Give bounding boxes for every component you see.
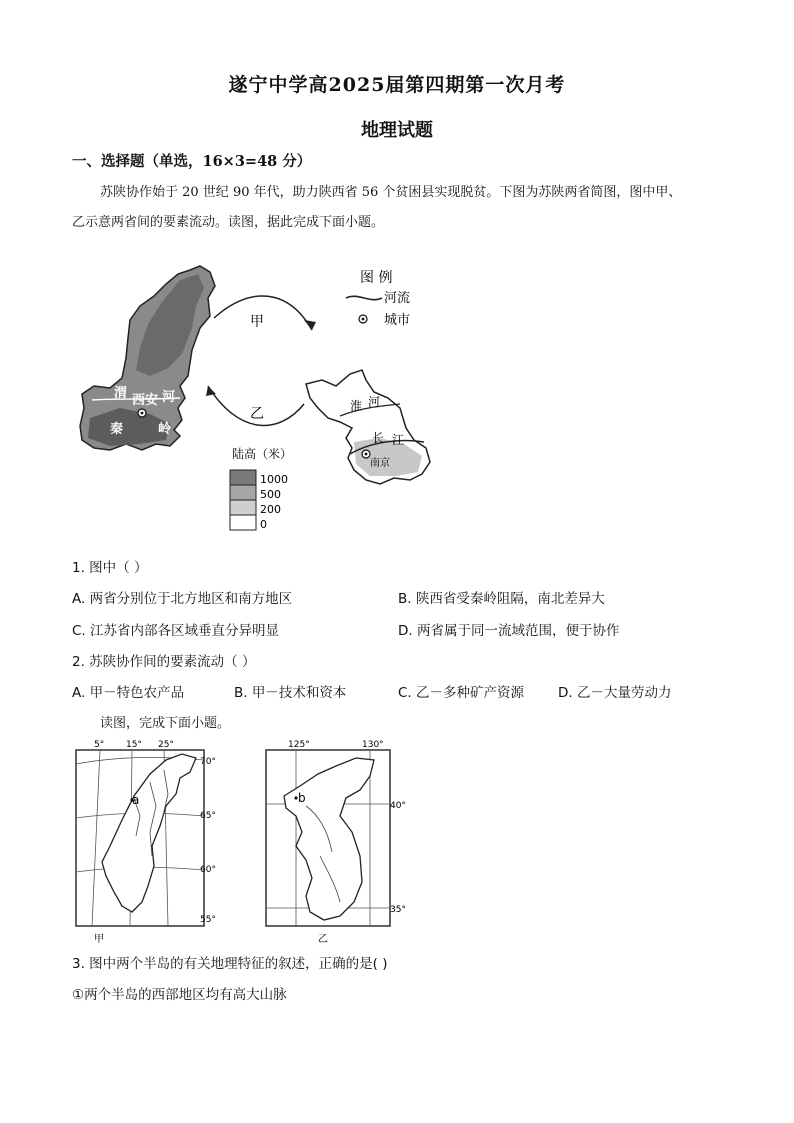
label-wei: 渭 [114, 386, 128, 401]
label-he: 河 [162, 390, 176, 405]
label-chang: 长 [372, 431, 385, 445]
question-1-option-b: B. 陕西省受秦岭阻隔，南北差异大 [398, 591, 605, 607]
elevation-box [230, 485, 256, 500]
point-b-label: b [298, 791, 306, 805]
map-jia-tick-15: 15° [126, 740, 142, 750]
legend-city-label: 城市 [384, 313, 411, 328]
map-yi-tick-40: 40° [390, 801, 406, 811]
map-jia-tick-5: 5° [94, 740, 105, 750]
elevation-box [230, 515, 256, 530]
legend-river-symbol [346, 296, 382, 299]
elevation-box [230, 470, 256, 485]
question-1-option-d: D. 两省属于同一流域范围，便于协作 [398, 623, 620, 639]
question-3-stem: 3. 图中两个半岛的有关地理特征的叙述，正确的是( ) [72, 956, 388, 972]
label-qin: 秦 [110, 422, 124, 437]
map-yi-caption: 乙 [318, 934, 328, 945]
intro-line-2: 乙示意两省间的要素流动。读图，据此完成下面小题。 [72, 215, 385, 230]
question-2-option-a: A. 甲－特色农产品 [72, 685, 185, 701]
question-2-stem: 2. 苏陕协作间的要素流动（ ） [72, 654, 256, 670]
question-3-statement-1: ①两个半岛的西部地区均有高大山脉 [72, 987, 287, 1003]
shaanxi-jiangsu-map [70, 258, 450, 538]
label-jiang: 江 [392, 433, 405, 447]
point-a-label: a [132, 793, 140, 807]
elevation-scale [230, 470, 288, 531]
arrow-yi-label: 乙 [250, 406, 264, 422]
question-1-stem: 1. 图中（ ） [72, 560, 148, 576]
elevation-tick-label: 0 [260, 518, 267, 531]
map-jia-tick-55: 55° [200, 915, 216, 925]
label-huai: 淮 [350, 399, 363, 413]
elevation-tick-label: 1000 [260, 473, 288, 486]
question-1-option-a: A. 两省分别位于北方地区和南方地区 [72, 591, 293, 607]
map-jia-tick-25: 25° [158, 740, 174, 750]
question-2-option-c: C. 乙－多种矿产资源 [398, 685, 525, 701]
label-nanjing: 南京 [370, 458, 390, 469]
intro-line-1: 苏陕协作始于 20 世纪 90 年代，助力陕西省 56 个贫困县实现脱贫。下图为苏陕两省简图，图中甲、 [100, 185, 682, 200]
label-xian: 西安 [132, 393, 159, 408]
elevation-title: 陆高（米） [232, 447, 293, 461]
exam-title: 遂宁中学高2025届第四期第一次月考 [228, 74, 566, 96]
question-1-option-c: C. 江苏省内部各区域垂直分异明显 [72, 623, 280, 639]
reading-prompt: 读图，完成下面小题。 [100, 716, 231, 731]
elevation-tick-label: 500 [260, 488, 281, 501]
question-2-option-b: B. 甲－技术和资本 [234, 685, 347, 701]
map-yi-tick-125: 125° [288, 740, 310, 750]
map-jia-tick-65: 65° [200, 811, 216, 821]
legend-river-label: 河流 [384, 291, 411, 306]
map-jia-tick-60: 60° [200, 865, 216, 875]
elevation-tick-label: 200 [260, 503, 281, 516]
map-jia-caption: 甲 [94, 934, 104, 945]
map-yi-tick-130: 130° [362, 740, 384, 750]
map-yi-tick-35: 35° [390, 905, 406, 915]
section-heading: 一、选择题（单选，16×3=48 分） [72, 153, 312, 170]
legend-title: 图 例 [360, 270, 393, 286]
map-jia-tick-70: 70° [200, 757, 216, 767]
peninsula-maps [70, 736, 430, 948]
question-2-option-d: D. 乙－大量劳动力 [558, 685, 672, 701]
arrow-jia-label: 甲 [250, 314, 264, 330]
exam-subject: 地理试题 [361, 120, 433, 141]
label-ling: 岭 [158, 422, 172, 437]
label-jiangsu-he: 河 [368, 395, 381, 409]
elevation-box [230, 500, 256, 515]
